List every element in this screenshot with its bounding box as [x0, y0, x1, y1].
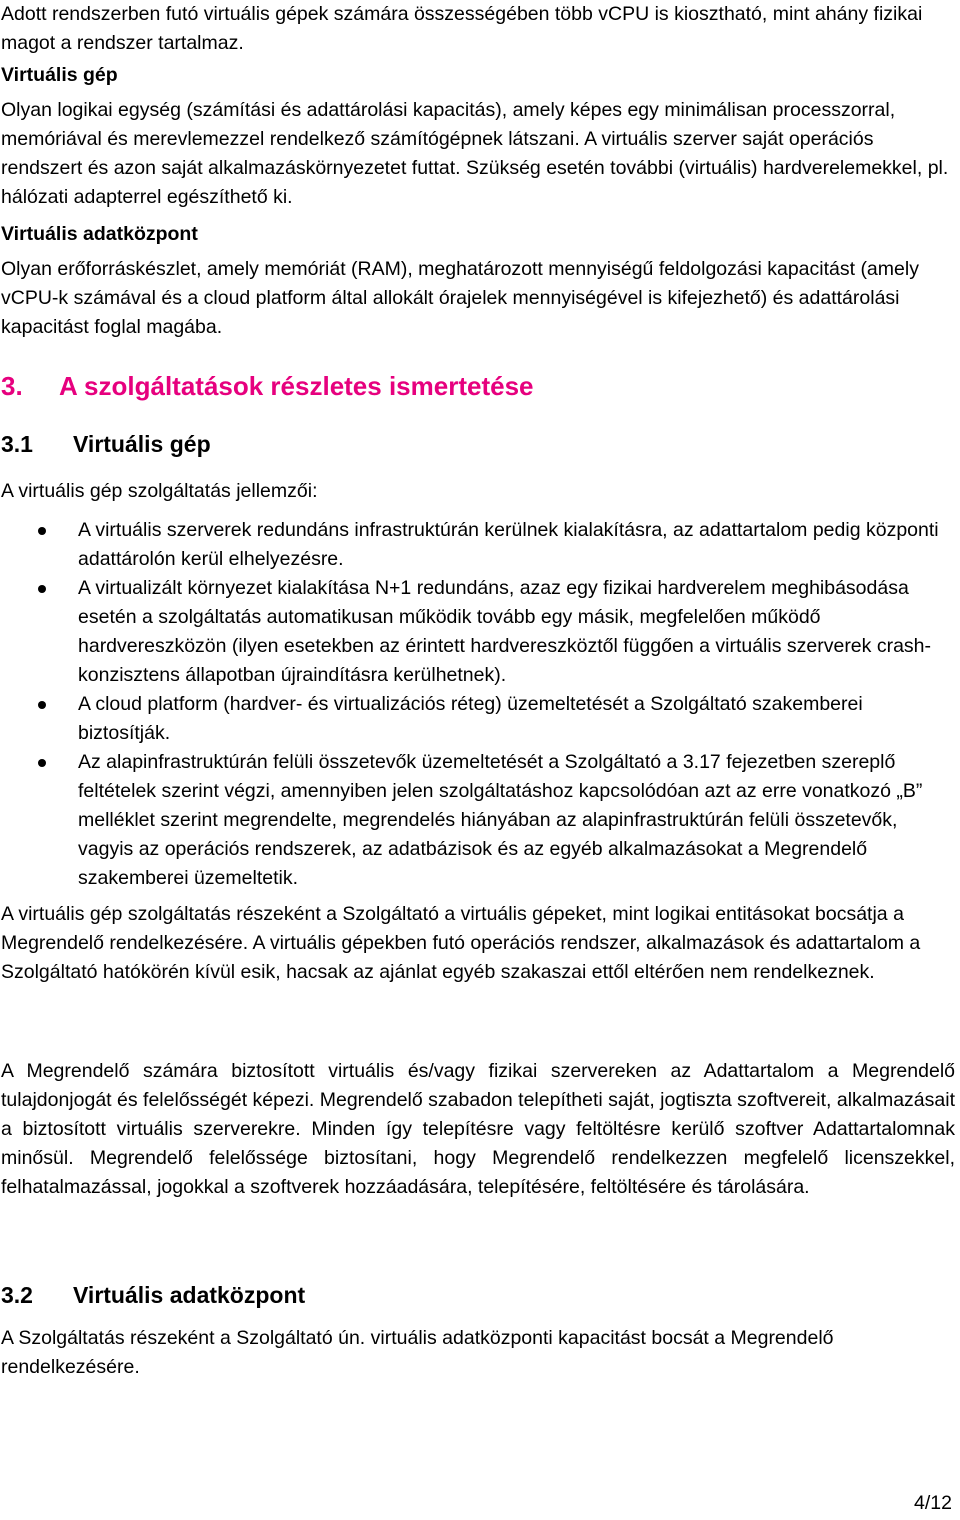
list-item [0, 574, 955, 690]
bullet-icon [38, 701, 46, 709]
page-number: 4/12 [914, 1492, 952, 1514]
paragraph-data-ownership: A Megrendelő számára biztosított virtuális és/vagy fizikai szervereken az Adattartalom a Megrendelő tulajdonjogát és felelősségét képezi. Megrendelő szabadon telepítheti saját, jogtiszta szoftvereit, alkalmazásait a biztosított virtuális szerverekre. Minden így telepítésre vagy feltöltésre kerülő szoftver Adattartalomnak minősül. Megrendelő felelőssége biztosítani, hogy Megrendelő rendelkezzen megfelelő licenszekkel, felhatalmazással, jogokkal a szoftverek hozzáadására, telepítésére, feltöltésére és tárolására. [1, 1060, 955, 1198]
section-heading-3-1 [1, 428, 211, 460]
bullet-icon [38, 527, 46, 535]
list-item [0, 516, 955, 574]
section-title: Virtuális adatközpont [73, 1282, 306, 1308]
definition-term-virtual-machine: Virtuális gép [1, 64, 118, 86]
bullet-icon [38, 585, 46, 593]
definition-text-virtual-datacenter: Olyan erőforráskészlet, amely memóriát (RAM), meghatározott mennyiségű feldolgozási kapacitást (amely vCPU-k számával és a cloud platform által allokált órajelek mennyiségével is kifejezhető) és adattárolási kapacitást foglal magába. [1, 258, 919, 338]
list-item-text: Az alapinfrastruktúrán felüli összetevők üzemeltetését a Szolgáltató a 3.17 fejezetben szereplő feltételek szerint végzi, amennyiben jelen szolgáltatáshoz kapcsolódóan azt az erre vonatkozó „B” melléklet szerint megrendelte, megrendelés hiányában az alapinfrastruktúrán felüli összetevők, vagyis az operációs rendszerek, az adatbázisok és az egyéb alkalmazásokat a Megrendelő szakemberei üzemeltetik. [78, 751, 923, 889]
bullet-icon [38, 759, 46, 767]
section-number: 3.2 [1, 1282, 33, 1308]
section-title: A szolgáltatások részletes ismertetése [59, 371, 534, 401]
list-item-text: A virtualizált környezet kialakítása N+1 redundáns, azaz egy fizikai hardverelem meghibásodása esetén a szolgáltatás automatikusan működik tovább egy másik, megfelelően működő hardvereszközön (ilyen esetekben az érintett hardvereszköztől függően a virtuális szerverek crash-konzisztens állapotban újraindításra kerülhetnek). [78, 577, 932, 686]
intro-paragraph: Adott rendszerben futó virtuális gépek számára összességében több vCPU is kiosztható, mint ahány fizikai magot a rendszer tartalmaz. [1, 3, 923, 54]
section-number: 3. [1, 371, 23, 401]
list-item [0, 748, 955, 893]
section-title: Virtuális gép [73, 431, 211, 457]
definition-text-virtual-machine: Olyan logikai egység (számítási és adattárolási kapacitás), amely képes egy minimálisan processzorral, memóriával és merevlemezzel rendelkező számítógépnek látszani. A virtuális szerver saját operációs rendszert és azon saját alkalmazáskörnyezetet futtat. Szükség esetén további (virtuális) hardverelemekkel, pl. hálózati adapterrel egészíthető ki. [1, 99, 949, 208]
feature-list [0, 516, 955, 893]
list-item-text: A cloud platform (hardver- és virtualizációs réteg) üzemeltetését a Szolgáltató szakemberei biztosítják. [78, 693, 863, 744]
paragraph-vm-service: A virtuális gép szolgáltatás részeként a Szolgáltató a virtuális gépeket, mint logikai entitásokat bocsátja a Megrendelő rendelkezésére. A virtuális gépekben futó operációs rendszer, alkalmazások és adattartalom a Szolgáltató hatókörén kívül esik, hacsak az ajánlat egyéb szakaszai ettől eltérően nem rendelkeznek. [1, 903, 921, 983]
definition-term-virtual-datacenter: Virtuális adatközpont [1, 223, 198, 245]
section-heading-3-2 [1, 1279, 305, 1311]
paragraph-virtual-datacenter: A Szolgáltatás részeként a Szolgáltató ún. virtuális adatközponti kapacitást bocsát a Megrendelő rendelkezésére. [1, 1327, 834, 1378]
section-number: 3.1 [1, 431, 33, 457]
section-heading-3 [1, 368, 534, 404]
list-item [0, 690, 955, 748]
list-item-text: A virtuális szerverek redundáns infrastruktúrán kerülnek kialakításra, az adattartalom pedig központi adattárolón kerül elhelyezésre. [78, 519, 939, 570]
features-intro: A virtuális gép szolgáltatás jellemzői: [1, 480, 318, 502]
